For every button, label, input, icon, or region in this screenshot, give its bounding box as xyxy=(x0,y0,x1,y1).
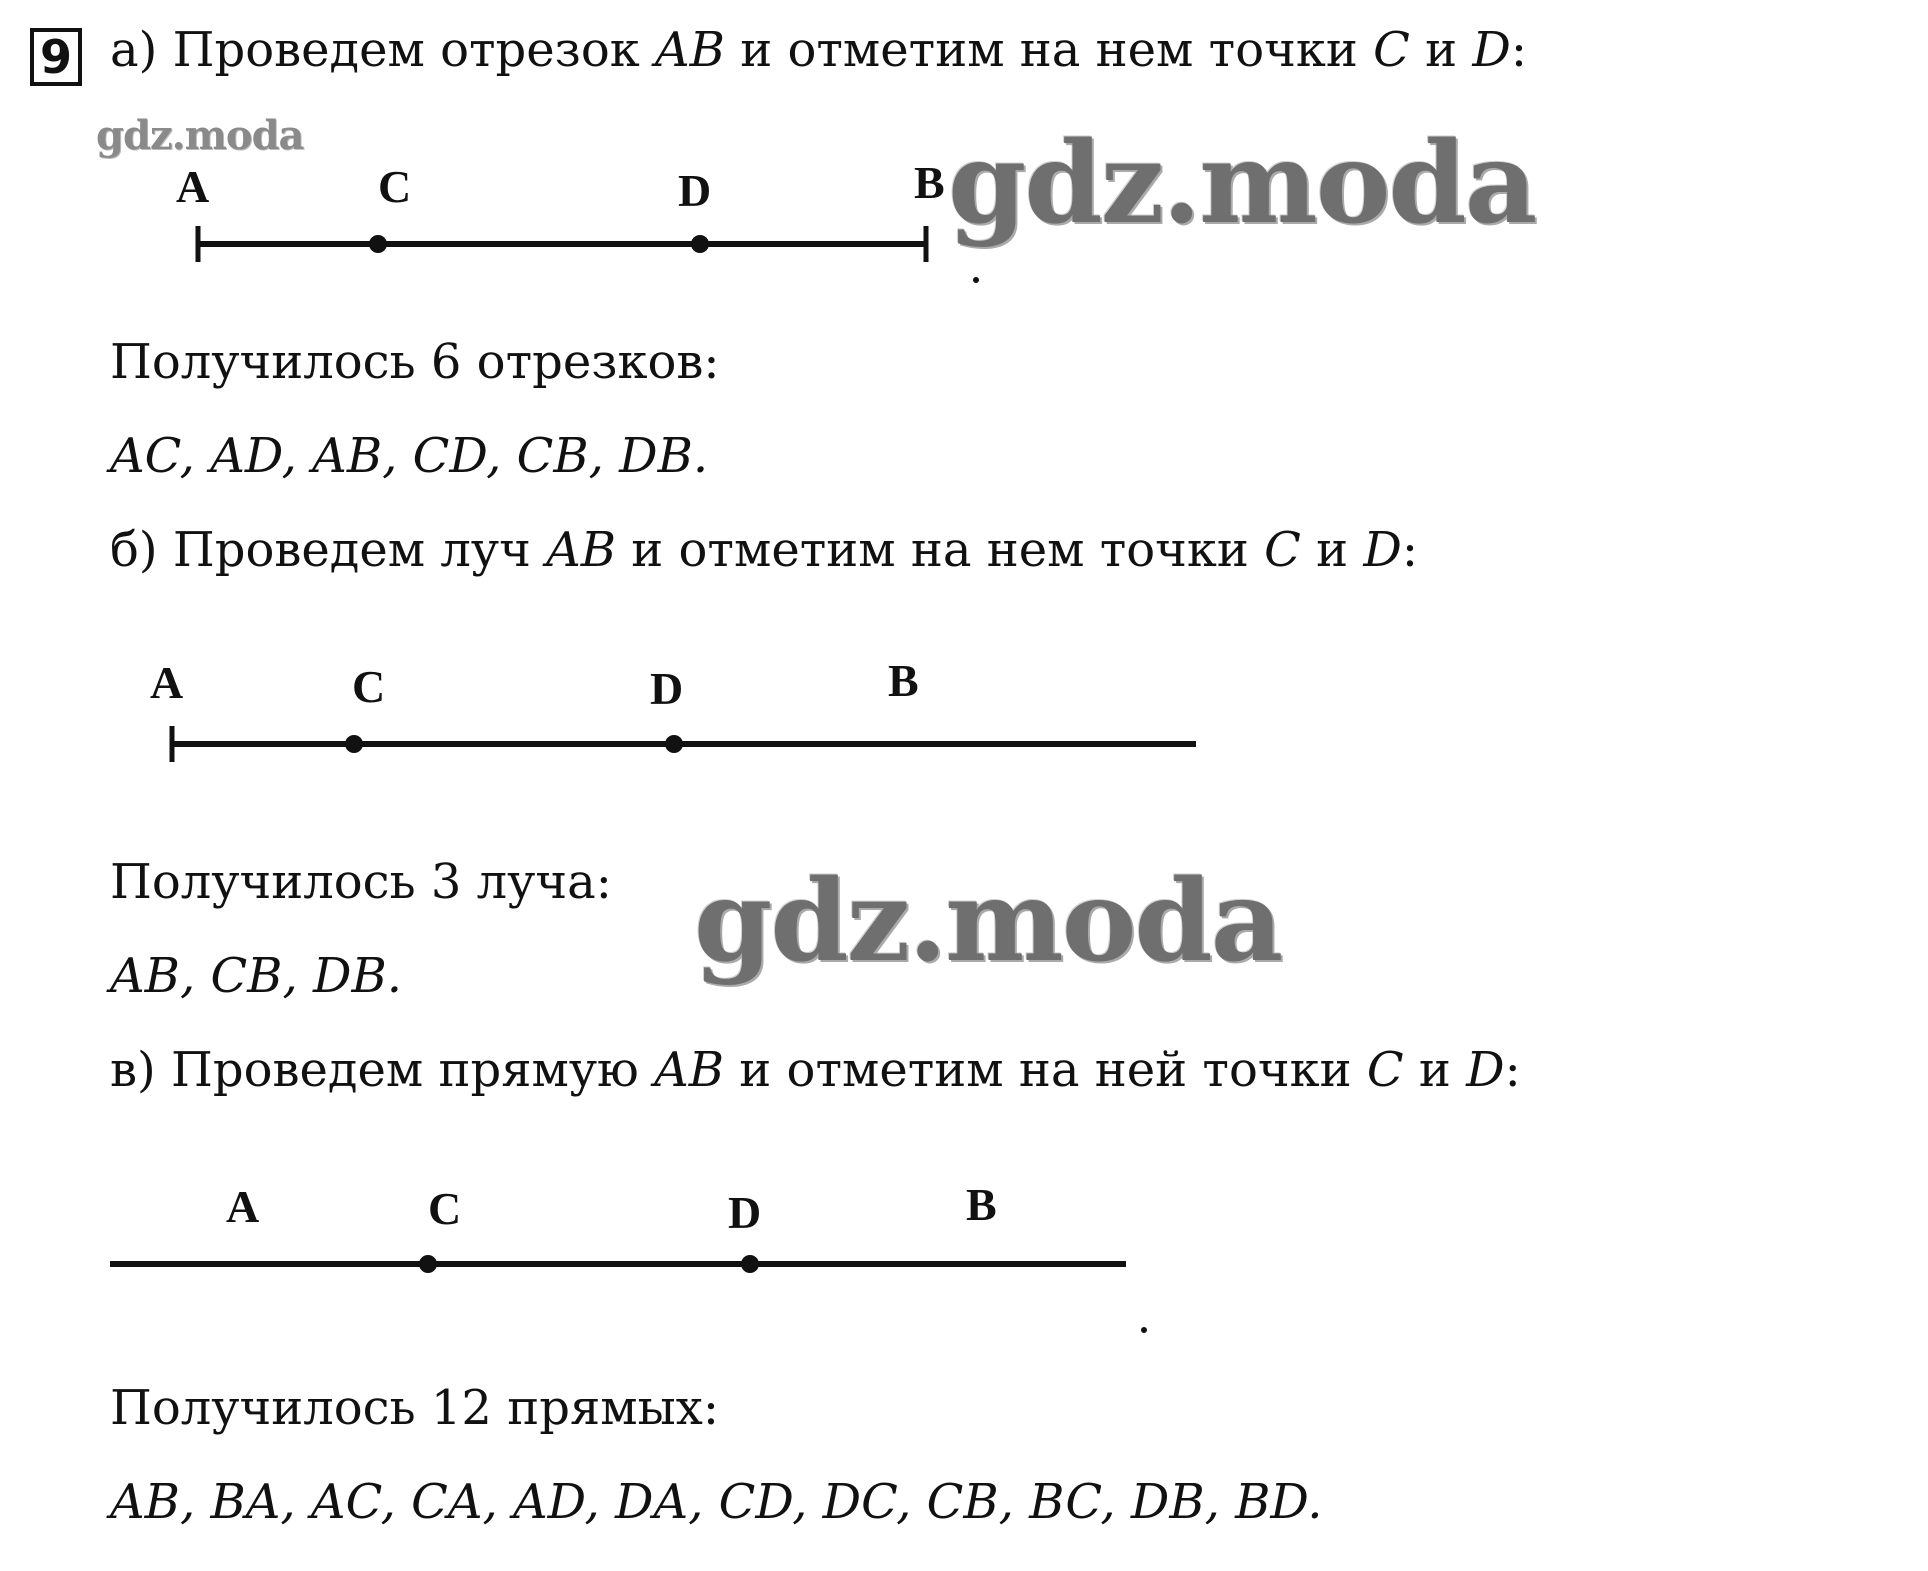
part-b-answer: AB, CB, DB. xyxy=(110,948,402,1004)
part-a-label-a: A xyxy=(176,161,210,212)
part-c-math-ab: AB xyxy=(654,1042,725,1098)
problem-number: 9 xyxy=(30,28,82,86)
part-b-label-d: D xyxy=(650,663,684,714)
part-a-math-d: D xyxy=(1472,22,1511,78)
segment-diagram xyxy=(198,226,979,283)
ray-point-c xyxy=(345,735,363,753)
part-c-label-b: B xyxy=(966,1179,997,1230)
part-c-title-mid: и отметим на ней точки xyxy=(724,1042,1367,1098)
stray-dot-a xyxy=(973,277,979,283)
part-c-title-text: в) Проведем прямую xyxy=(110,1042,655,1098)
part-c-label-c: C xyxy=(428,1183,462,1234)
part-a-label-c: C xyxy=(378,161,412,212)
segment-point-c xyxy=(369,235,387,253)
part-b-title-text: б) Проведем луч xyxy=(110,522,547,578)
part-a-title-end: : xyxy=(1510,22,1527,78)
part-b-math-d: D xyxy=(1363,522,1402,578)
part-a-title-and: и xyxy=(1409,22,1473,78)
watermark-small: gdz.moda xyxy=(96,112,304,159)
part-b-math-c: C xyxy=(1264,522,1301,578)
ray-point-d xyxy=(665,735,683,753)
part-c-math-d: D xyxy=(1466,1042,1505,1098)
part-c-title-and: и xyxy=(1403,1042,1467,1098)
line-diagram xyxy=(110,1255,1147,1333)
part-c-answer: AB, BA, AC, CA, AD, DA, CD, DC, CB, BC, DB, BD. xyxy=(110,1474,1323,1530)
part-a-result: Получилось 6 отрезков: xyxy=(110,334,720,390)
line-point-c xyxy=(419,1255,437,1273)
part-c-label-a: A xyxy=(226,1181,260,1232)
part-a-title-text: а) Проведем отрезок xyxy=(110,22,655,78)
segment-point-d xyxy=(691,235,709,253)
part-b-title-end: : xyxy=(1401,522,1419,578)
ray-diagram xyxy=(172,726,1196,762)
part-b-label-c: C xyxy=(352,661,386,712)
part-b-title-mid: и отметим на нем точки xyxy=(616,522,1265,578)
part-a-label-d: D xyxy=(678,165,712,216)
watermark-large-top: gdz.moda xyxy=(948,118,1536,249)
part-a-math-ab: AB xyxy=(655,22,725,78)
part-b-result: Получилось 3 луча: xyxy=(110,854,612,910)
part-c-result: Получилось 12 прямых: xyxy=(110,1380,719,1436)
part-c-label-d: D xyxy=(728,1187,762,1238)
part-c-math-c: C xyxy=(1366,1042,1404,1098)
part-b-title-and: и xyxy=(1300,522,1364,578)
line-point-d xyxy=(741,1255,759,1273)
part-b-math-ab: AB xyxy=(546,522,617,578)
watermark-large-middle: gdz.moda xyxy=(694,856,1282,987)
part-c-title-end: : xyxy=(1504,1042,1521,1098)
part-b-label-a: A xyxy=(150,657,184,708)
part-a-math-c: C xyxy=(1373,22,1410,78)
part-a-answer: AC, AD, AB, CD, CB, DB. xyxy=(110,428,709,484)
part-a-label-b: B xyxy=(914,157,945,208)
part-b-label-b: B xyxy=(888,655,919,706)
stray-dot-c xyxy=(1141,1327,1147,1333)
part-a-title-mid: и отметим на нем точки xyxy=(724,22,1374,78)
